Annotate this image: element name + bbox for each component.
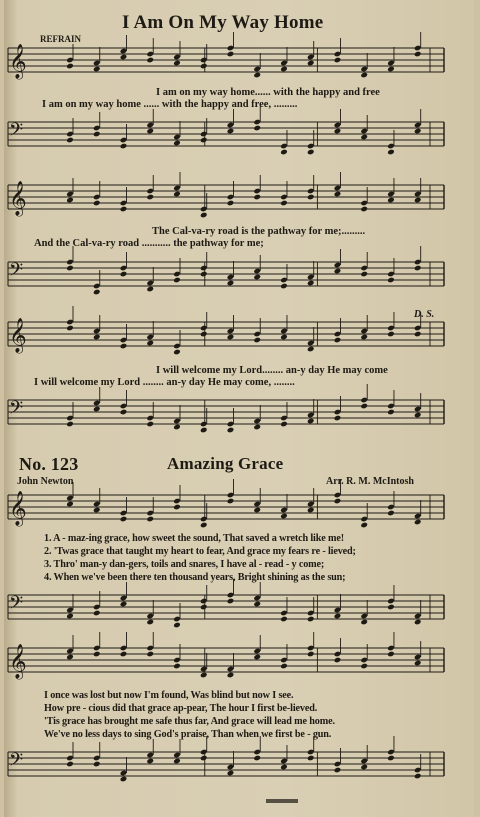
verse-line-1b: I once was lost but now I'm found, Was blind but now I see. [44, 690, 294, 701]
verse-line-4a: 4. When we've been there ten thousand years, Bright shining as the sun; [44, 572, 346, 583]
bass-clef: 𝄢 [9, 749, 24, 774]
bass-clef: 𝄢 [9, 592, 24, 617]
arranger-credit: Arr. R. M. McIntosh [326, 476, 414, 487]
verse-line-1a: 1. A - maz-ing grace, how sweet the sound, That saved a wretch like me! [44, 533, 344, 544]
treble-clef: 𝄞 [9, 645, 27, 678]
verse-line-2a: 2. 'Twas grace that taught my heart to fear, And grace my fears re - lieved; [44, 546, 356, 557]
verse-line-4b: We've no less days to sing God's praise, Than when we first be - gun. [44, 729, 332, 740]
treble-clef: 𝄞 [9, 45, 27, 78]
hymn-number: No. 123 [19, 454, 79, 474]
treble-clef: 𝄞 [9, 319, 27, 352]
treble-clef: 𝄞 [9, 182, 27, 215]
bass-clef: 𝄢 [9, 119, 24, 144]
lyric-line-2: I am on my way home ...... with the happy and free, ......... [42, 99, 298, 110]
page-footer-mark [266, 799, 298, 803]
dal-segno-mark: D. S. [414, 309, 435, 320]
lyric-line-6: I will welcome my Lord ........ an-y day He may come, ........ [34, 377, 295, 388]
bass-clef: 𝄢 [9, 259, 24, 284]
treble-clef: 𝄞 [9, 492, 27, 525]
lyric-line-3: The Cal-va-ry road is the pathway for me;......... [152, 226, 366, 237]
bass-clef: 𝄢 [9, 397, 24, 422]
hymnal-page [4, 0, 474, 817]
verse-line-2b: How pre - cious did that grace ap-pear, The hour I first be-lieved. [44, 703, 318, 714]
refrain-label: REFRAIN [40, 34, 82, 44]
hymn-title: I Am On My Way Home [122, 12, 324, 33]
lyric-line-1: I am on my way home...... with the happy and free [156, 87, 380, 98]
verse-line-3b: 'Tis grace has brought me safe thus far, And grace will lead me home. [44, 716, 335, 727]
verse-line-3a: 3. Thro' man-y dan-gers, toils and snares, I have al - read - y come; [44, 559, 325, 570]
hymn-title-2: Amazing Grace [167, 454, 284, 473]
author-credit: John Newton [17, 476, 74, 487]
lyric-line-4: And the Cal-va-ry road ........... the pathway for me; [34, 238, 264, 249]
lyric-line-5: I will welcome my Lord........ an-y day He may come [156, 365, 388, 376]
